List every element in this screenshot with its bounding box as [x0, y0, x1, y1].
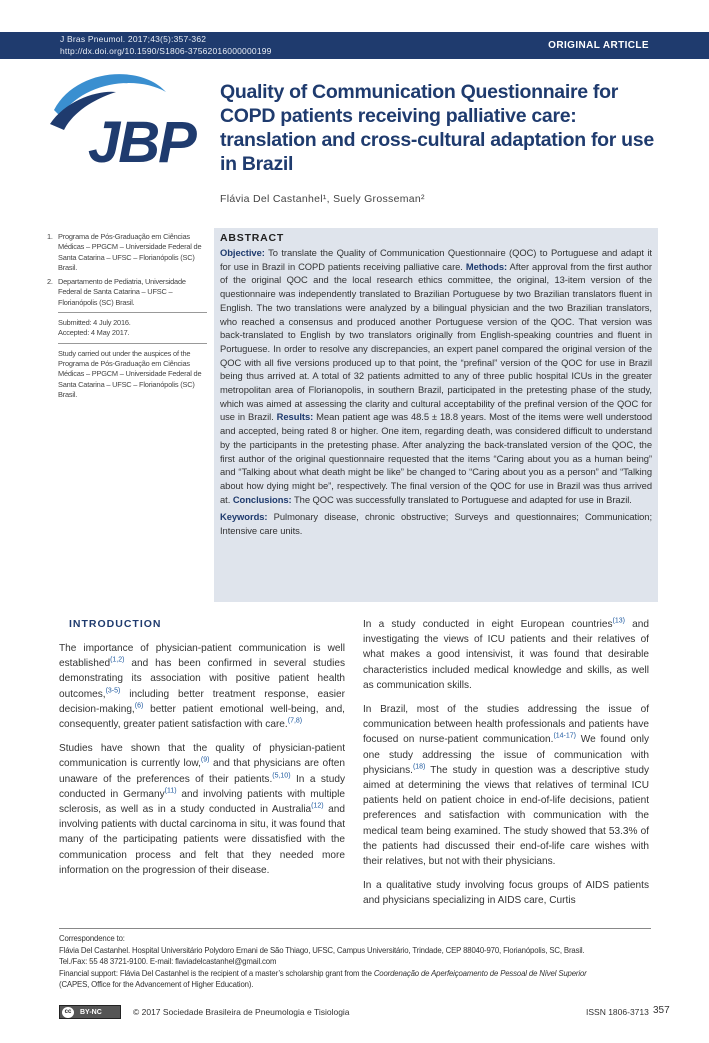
abstract-box	[214, 228, 658, 602]
paragraph: In a qualitative study involving focus groups of AIDS patients and physicians specializing in AIDS care, Curtis	[363, 880, 649, 907]
doi-link[interactable]: http://dx.doi.org/10.1590/S1806-37562016000000199	[60, 46, 272, 56]
paragraph: Studies have shown that the quality of physician-patient communication is currently low,$^{(9)}$ and that physicians are often unaware of the preferences of their patients.$^{(5,10)}$ In a study conducted in Germany$^{(11)}$ and involving patients with multiple sclerosis, as well as in a study conducted in Australia$^{(12)}$ and involving patients with ductal carcinoma in situ, it was found that many of the participating patients were dissatisfied with the communication process and felt that they needed more information on the progression of their disease.	[59, 743, 345, 876]
affiliation: 1. Programa de Pós-Graduação em Ciências Médicas – PPGCM – Universidade Federal de Santa Catarina – UFSC – Florianópolis (SC) Brasil.	[47, 232, 202, 272]
page-footer	[59, 1005, 679, 1021]
page-number: 357	[653, 1005, 670, 1016]
copyright: © 2017 Sociedade Brasileira de Pneumologia e Tisiologia	[133, 1007, 350, 1017]
journal-citation: J Bras Pneumol. 2017;43(5):357-362	[60, 34, 207, 44]
paragraph: The importance of physician-patient communication is well established$^{(1,2)}$ and has been confirmed in several studies demonstrating its association with positive patient health outcomes,$^{(3-5)}$ including better treatment response, easier decision-making,$^{(6)}$ better patient emotional well-being, and, consequently, greater patient satisfaction with care.$^{(7,8)}$	[59, 643, 345, 731]
issn: ISSN 1806-3713	[586, 1007, 649, 1017]
financial-support-cont: (CAPES, Office for the Advancement of Higher Education).	[59, 980, 254, 990]
citation-link[interactable]: (11)	[164, 787, 177, 795]
citation-link[interactable]: (14-17)	[553, 733, 577, 741]
footer-divider	[59, 928, 651, 929]
body-column-right	[363, 617, 649, 918]
study-location: Study carried out under the auspices of the Programa de Pós-Graduação em Ciências Médicas – PPGCM – Universidade Federal de Santa Catarina – UFSC – Florianópolis (SC) Brasil.	[58, 348, 202, 399]
paragraph: In a study conducted in eight European countries$^{(13)}$ and investigating the views of ICU patients and their relatives of what makes a good intensivist, it was found that desirable characteristics included medical knowledge and skills, as well as communication skills.	[363, 617, 649, 691]
paragraph: In Brazil, most of the studies addressing the issue of communication between health professionals and patients have focused on nurse-patient communication.$^{(14-17)}$ We found only one study addressing the issue of communication with physicians.$^{(18)}$ The study in question was a descriptive study aimed at determining the views that relatives of terminal ICU patients held on patient choice in end-of-life decisions, patient preferences and satisfaction with communication with the medical team being examined. The study showed that 53.3% of the patients had discussed their end-of-life care wishes with their relatives, but not with their physicians.	[363, 704, 649, 868]
cc-license-badge[interactable]: cc BY-NC	[59, 1005, 121, 1019]
section-label: ORIGINAL ARTICLE	[548, 40, 649, 51]
citation-link[interactable]: (7,8)	[287, 717, 303, 725]
citation-link[interactable]: (12)	[311, 802, 324, 810]
citation-link[interactable]: (5,10)	[272, 772, 291, 780]
accepted-date: Accepted: 4 May 2017.	[58, 328, 130, 338]
citation-link[interactable]: (9)	[200, 757, 210, 765]
affiliation: 2. Departamento de Pediatria, Universidade Federal de Santa Catarina – UFSC – Florianópolis (SC) Brasil.	[47, 277, 186, 307]
section-heading: INTRODUCTION	[69, 618, 162, 630]
body-column-left	[59, 617, 345, 887]
cc-icon: cc	[62, 1007, 74, 1018]
logo-text: JBP	[88, 110, 195, 175]
correspondence-contact: Tel./Fax: 55 48 3721-9100. E-mail: flaviadelcastanhel@gmail.com	[59, 957, 277, 967]
submitted-date: Submitted: 4 July 2016.	[58, 318, 131, 328]
journal-header-bar	[0, 32, 709, 59]
citation-link[interactable]: (6)	[134, 702, 144, 710]
article-authors: Flávia Del Castanhel¹, Suely Grosseman²	[220, 193, 425, 205]
correspondence-address: Flávia Del Castanhel. Hospital Universitário Polydoro Ernani de São Thiago, UFSC, Campus Universitário, Trindade, CEP 88040-970, Florianópolis, SC, Brasil.	[59, 945, 585, 955]
citation-link[interactable]: (18)	[412, 763, 426, 771]
financial-support: Financial support: Flávia Del Castanhel is the recipient of a master’s scholarship grant from the Coordenação de Aperfeiçoamento de Pessoal de Nível Superior	[59, 968, 587, 978]
correspondence-footer	[59, 933, 659, 991]
jbp-logo	[46, 70, 208, 180]
abstract-heading: ABSTRACT	[220, 232, 285, 244]
sidebar	[47, 232, 207, 400]
citation-link[interactable]: (13)	[612, 617, 625, 625]
article-title: Quality of Communication Questionnaire for COPD patients receiving palliative care: translation and cross-cultural adaptation for use in Brazil	[220, 81, 654, 175]
citation-link[interactable]: (1,2)	[110, 656, 125, 664]
correspondence-label: Correspondence to:	[59, 934, 125, 943]
divider	[58, 343, 207, 344]
citation-link[interactable]: (3-5)	[105, 687, 121, 695]
keywords: Keywords: Pulmonary disease, chronic obstructive; Surveys and questionnaires; Communication; Intensive care units.	[220, 511, 652, 537]
abstract-text: Objective: To translate the Quality of Communication Questionnaire (QOC) to Portuguese and adapt it for use in Brazil in COPD patients receiving palliative care. Methods: After approval from the first author of the original QOC and the local research ethics committee, the original, 13-item version of the questionnaire was independently translated to Brazilian Portuguese by two Brazilian translators fluent in English. The two translations were analyzed by a bilingual physician and the two Brazilian translators, who reached a consensus and produced another Portuguese version of the QOC. That version was back-translated to English by two translators originally from English-speaking countries and fluent in Portuguese. In order to resolve any discrepancies, an expert panel compared the original version of the QOC with all five versions produced up to that point, the “prefinal” version of the QOC for use in Brazil being thus arrived at. A total of 32 patients admitted to any of three public hospital ICUs in the greater metropolitan area of Florianopolis, in southern Brazil, participated in the pretesting phase of the study, which was aimed at assessing the clarity and cultural acceptability of the prefinal version of the QOC for use in Brazil. Results: Mean patient age was 48.5 ± 18.8 years. Most of the items were well understood and accepted, being rated 8 or higher. One item, regarding death, was considered difficult to understand by the participants in the pretesting phase. After analyzing the back-translated version of the QOC, the first author of the original questionnaire requested that the items “Caring about you as a human being” and “Talking about what death might be like” be changed to “Caring about you as a person” and “Talking about how dying might be”, respectively. The final version of the QOC for use in Brazil was thus arrived at. Conclusions: The QOC was successfully translated to Portuguese and adapted for use in Brazil.	[220, 247, 652, 505]
divider	[58, 312, 207, 313]
